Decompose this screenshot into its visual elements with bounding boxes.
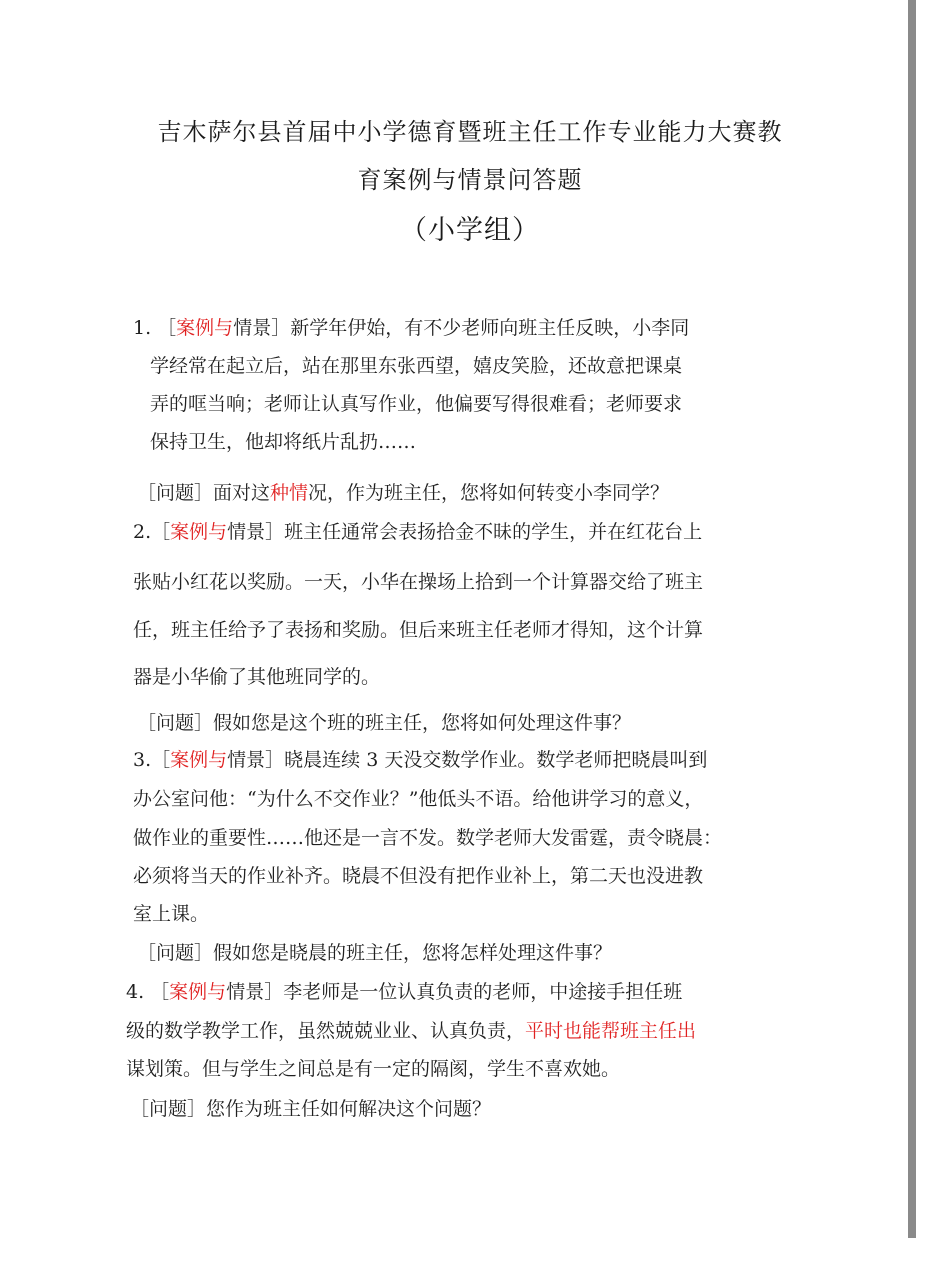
case-1-question-a: ［问题］面对这 [137,482,271,504]
case-4-line-2-a: 级的数学教学工作，虽然兢兢业业、认真负责， [126,1020,526,1042]
case-1-question-b: 况，作为班主任，您将如何转变小李同学？ [308,482,670,504]
case-2-line-1 [133,517,702,544]
case-4-tag: 情景］ [226,981,284,1003]
case-1-line-4: 保持卫生，他却将纸片乱扔…… [150,431,417,453]
case-2-line-3: 任，班主任给予了表扬和奖励。但后来班主任老师才得知，这个计算 [133,619,704,641]
case-3-text: 晓晨连续 3 天没交数学作业。数学老师把晓晨叫到 [284,749,708,771]
case-3-question: ［问题］假如您是晓晨的班主任，您将怎样处理这件事？ [137,942,613,964]
scrollbar[interactable] [908,0,916,1238]
case-4-line-3: 谋划策。但与学生之间总是有一定的隔阂，学生不喜欢她。 [126,1058,621,1080]
case-3-number: 3.［ [133,749,171,771]
case-2-tag: 情景］ [227,521,285,543]
case-2-question: ［问题］假如您是这个班的班主任，您将如何处理这件事？ [137,712,632,734]
case-1-tag-red: 案例与 [176,317,234,339]
case-1-question-red: 种情 [270,482,309,504]
case-3-tag: 情景］ [227,749,285,771]
case-4-question: ［问题］您作为班主任如何解决这个问题？ [130,1098,492,1120]
page-title-line-2: 育案例与情景问答题 [357,166,583,194]
case-4-tag-red: 案例与 [169,981,227,1003]
case-2-tag-red: 案例与 [170,521,228,543]
case-4-line-1 [126,977,682,1004]
case-2-line-2: 张贴小红花以奖励。一天，小华在操场上拾到一个计算器交给了班主 [133,571,704,593]
case-1-question [137,478,669,505]
case-2-line-4: 器是小华偷了其他班同学的。 [133,666,381,688]
case-4-line-2-red: 平时也能帮班主任出 [525,1020,697,1042]
case-3-line-2: 办公室问他：“为什么不交作业？”他低头不语。给他讲学习的意义， [133,788,704,810]
case-3-line-3: 做作业的重要性……他还是一言不发。数学老师大发雷霆，责令晓晨： [133,827,723,849]
case-1-number: 1. ［ [133,317,177,339]
case-4-text: 李老师是一位认真负责的老师，中途接手担任班 [283,981,683,1003]
case-1-line-3: 弄的哐当响；老师让认真写作业，他偏要写得很难看；老师要求 [150,393,683,415]
case-3-line-4: 必须将当天的作业补齐。晓晨不但没有把作业补上，第二天也没进教 [133,865,704,887]
case-2-text: 班主任通常会表扬拾金不昧的学生，并在红花台上 [284,521,703,543]
case-3-line-1 [133,745,707,772]
case-3-line-5: 室上课。 [133,903,210,925]
case-3-tag-red: 案例与 [170,749,228,771]
case-1-text: 新学年伊始，有不少老师向班主任反映，小李同 [290,317,690,339]
case-4-line-2 [126,1016,696,1043]
case-4-number: 4. ［ [126,981,170,1003]
page-title-line-1: 吉木萨尔县首届中小学德育暨班主任工作专业能力大赛教 [157,118,783,146]
case-2-number: 2.［ [133,521,171,543]
case-1-line-2: 学经常在起立后，站在那里东张西望，嬉皮笑脸，还故意把课桌 [150,355,683,377]
case-1-line-1 [133,313,689,340]
case-1-tag: 情景］ [233,317,291,339]
page-subtitle: （小学组） [400,215,540,246]
